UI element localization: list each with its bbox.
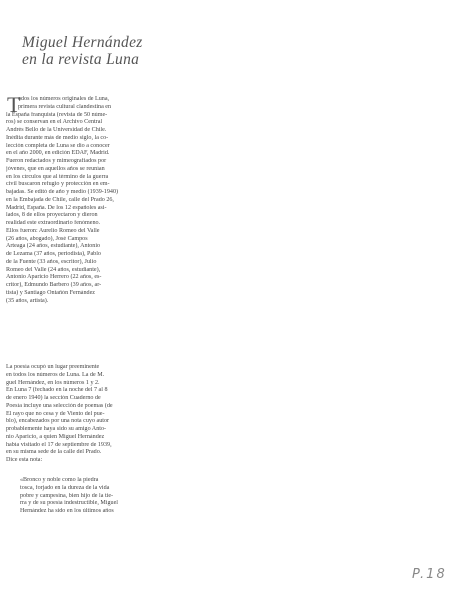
paragraph1-line: tista) y Santiago Ontañón Fernández — [6, 289, 96, 296]
paragraph-2 — [6, 364, 146, 465]
paragraph1-line: (26 años, abogado), José Campos — [6, 235, 88, 242]
paragraph1-line: Madrid, España. De los 12 españoles asi- — [6, 204, 107, 211]
paragraph1-line: en los círculos que al término de la guerra — [6, 173, 109, 180]
paragraph1-line: odos los números originales de Luna, — [18, 96, 110, 102]
paragraph2-line: nio Aparicio, a quien Miguel Hernández — [6, 433, 105, 440]
paragraph1-line: realidad este extraordinario fenómeno. — [6, 220, 101, 226]
paragraph1-line: critor), Edmundo Barbero (39 años, ar- — [6, 282, 102, 288]
paragraph2-line: El rayo que no cesa y de Viento del pue- — [6, 410, 105, 417]
paragraph1-line: en el año 2000, en edición EDAF, Madrid. — [6, 150, 110, 157]
paragraph1-line: de Lezama (37 años, periodista), Pablo — [6, 251, 101, 257]
paragraph1-line: primera revista cultural clandestina en — [18, 103, 112, 110]
quote-line: rra y de su poesía indestructible, Miguel — [20, 500, 118, 507]
paragraph1-line: bajadas. Se editó de año y medio (1939-1940) — [6, 189, 119, 195]
paragraph2-line: En Luna 7 (fechado en la noche del 7 al 8 — [6, 387, 108, 394]
paragraph2-line: blo), encabezados por una nota cuyo autor — [6, 418, 110, 425]
title-line-2: en la revista Luna — [22, 51, 140, 68]
paragraph1-line: la España franquista (revista de 50 núme- — [6, 111, 108, 118]
paragraph2-line: en todos los números de Luna. La de M. — [6, 371, 105, 378]
quote-line: tosca, forjado en la dureza de la vida — [20, 484, 110, 491]
paragraph1-line: Andrés Bello de la Universidad de Chile. — [6, 127, 107, 133]
paragraph-1 — [6, 92, 146, 305]
paragraph2-line: había visitado el 17 de septiembre de 1939, — [6, 441, 112, 448]
article-title — [22, 34, 192, 68]
paragraph1-line: lección completa de Luna se dio a conocer — [6, 142, 110, 149]
paragraph1-line: lados, 8 de ellos proyectaron y dieron — [6, 212, 98, 219]
paragraph2-line: probablemente haya sido su amigo Anto- — [6, 426, 107, 432]
quote-line: pobre y campesina, bien hijo de la tie- — [20, 492, 114, 499]
quotation — [20, 477, 147, 516]
quote-line: Hernández ha sido en los últimos años — [20, 508, 114, 514]
quote-line: «Bronco y noble como la piedra — [20, 477, 99, 483]
paragraph1-line: Arteaga (24 años, estudiante), Antonio — [6, 243, 101, 250]
paragraph1-line: Ellos fueron: Aurelio Romeo del Valle — [6, 227, 100, 234]
paragraph1-line: Romeo del Valle (24 años, estudiante), — [6, 266, 101, 273]
paragraph1-line: de la Fuente (33 años, escritor), Julio — [6, 258, 97, 265]
paragraph1-line: jóvenes, que en aquellos años se reunían — [6, 165, 105, 172]
page-number: P.18 — [412, 567, 447, 582]
drop-cap: T — [7, 92, 21, 117]
paragraph1-line: (35 años, artista). — [6, 297, 49, 304]
paragraph2-line: de enero 1940) la sección Cuaderno de — [6, 395, 101, 401]
paragraph2-line: guel Hernández, en los números 1 y 2. — [6, 379, 100, 386]
paragraph2-line: en su misma sede de la calle del Prado. — [6, 449, 102, 456]
paragraph1-line: en la Embajada de Chile, calle del Prado 26, — [6, 196, 114, 203]
paragraph2-line: La poesía ocupó un lugar preeminente — [6, 364, 100, 370]
paragraph2-line: Dice esta nota: — [6, 457, 43, 463]
paragraph1-line: Antonio Aparicio Herrero (22 años, es- — [6, 274, 102, 281]
paragraph1-line: Fueron redactados y mimeografiados por — [6, 158, 107, 164]
title-line-1: Miguel Hernández — [22, 34, 143, 51]
paragraph1-line: Inédita durante más de medio siglo, la co- — [6, 134, 109, 141]
paragraph2-line: Poesía incluye una selección de poemas (de — [6, 402, 113, 409]
paragraph1-line: civil buscaron refugio y protección en em- — [6, 181, 110, 188]
paragraph1-line: ros) se conservan en el Archivo Central — [6, 119, 103, 126]
